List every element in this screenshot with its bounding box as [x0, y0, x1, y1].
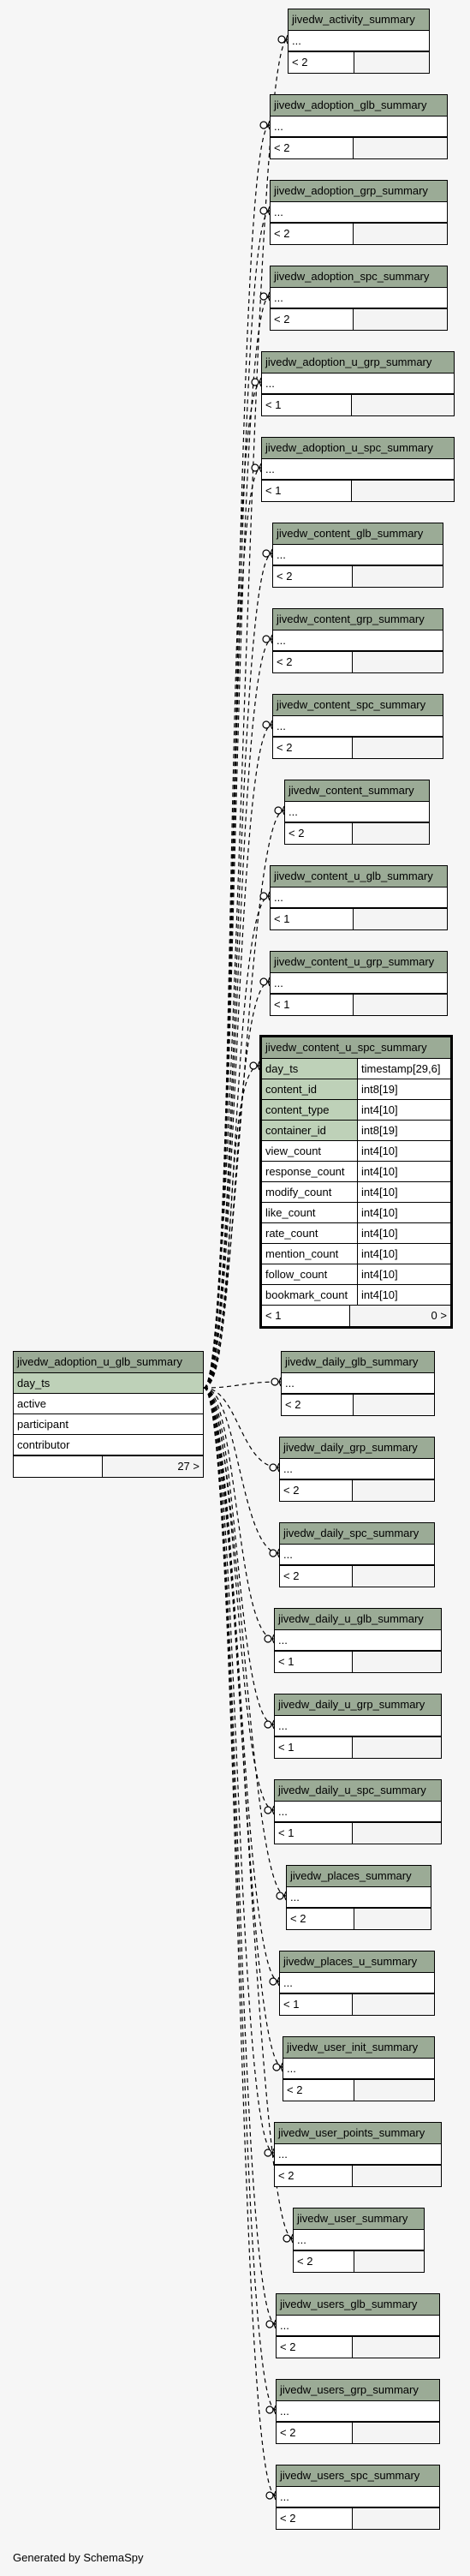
- column-name: rate_count: [262, 1223, 358, 1243]
- ellipsis-row: ...: [277, 720, 286, 732]
- column-row: [271, 117, 447, 137]
- column-name: bookmark_count: [262, 1285, 358, 1305]
- table-header[interactable]: jivedw_adoption_spc_summary: [271, 266, 447, 288]
- column-type: int4[10]: [358, 1244, 450, 1264]
- optional-marker-10: [260, 893, 267, 900]
- table-header[interactable]: jivedw_users_glb_summary: [277, 2294, 439, 2316]
- table-jivedw-content-grp-summary[interactable]: [272, 608, 443, 673]
- parents-count[interactable]: < 2: [289, 52, 354, 73]
- column-row: [262, 1182, 450, 1203]
- ellipsis-row: ...: [280, 2319, 289, 2332]
- ellipsis-row: ...: [290, 1891, 300, 1904]
- key-column-row: [262, 1079, 450, 1100]
- table-footer: [280, 1479, 434, 1501]
- parents-count[interactable]: < 2: [271, 224, 354, 244]
- optional-marker-4: [252, 379, 259, 386]
- ellipsis-row: ...: [274, 977, 283, 989]
- table-footer: [275, 1736, 441, 1758]
- key-column-row: [262, 1100, 450, 1121]
- ellipsis-row: ...: [277, 548, 286, 561]
- column-type: int4[10]: [358, 1162, 450, 1181]
- optional-marker-13: [270, 1464, 277, 1471]
- column-row: [14, 1414, 203, 1435]
- ellipsis-row: ...: [289, 805, 298, 818]
- key-column-row: [262, 1059, 450, 1079]
- column-row: [271, 973, 447, 994]
- table-header[interactable]: jivedw_user_init_summary: [283, 2037, 434, 2059]
- column-row: [262, 1141, 450, 1162]
- column-name: content_id: [262, 1079, 358, 1099]
- table-jivedw-content-summary[interactable]: [284, 780, 430, 845]
- table-footer: [273, 737, 443, 758]
- ellipsis-row: ...: [277, 634, 286, 647]
- table-footer: [271, 223, 447, 244]
- optional-marker-1: [260, 122, 267, 129]
- table-footer: [280, 1993, 434, 2015]
- table-jivedw-user-points-summary[interactable]: [274, 2122, 442, 2187]
- relationship-line-12: [204, 1382, 281, 1388]
- column-row: [262, 1203, 450, 1223]
- table-footer: [271, 908, 447, 929]
- relationship-line-16: [204, 1388, 274, 1724]
- column-type: int4[10]: [358, 1100, 450, 1120]
- table-header[interactable]: jivedw_daily_u_spc_summary: [275, 1780, 441, 1802]
- relationship-line-21: [204, 1388, 274, 2153]
- column-row: [280, 1459, 434, 1479]
- table-jivedw-users-glb-summary[interactable]: [276, 2293, 440, 2358]
- table-footer: [280, 1565, 434, 1587]
- table-footer: [287, 1908, 431, 1929]
- parents-count[interactable]: < 2: [282, 1395, 354, 1415]
- ellipsis-row: ...: [265, 463, 275, 475]
- column-row: [14, 1435, 203, 1455]
- table-header[interactable]: jivedw_adoption_u_spc_summary: [262, 438, 454, 459]
- column-name: day_ts: [17, 1377, 51, 1390]
- table-footer: [273, 565, 443, 587]
- column-row: [273, 716, 443, 737]
- key-column-row: [262, 1121, 450, 1141]
- ellipsis-row: ...: [274, 206, 283, 218]
- optional-marker-16: [265, 1721, 271, 1728]
- parents-count[interactable]: < 1: [262, 481, 352, 501]
- column-row: [262, 1244, 450, 1264]
- table-jivedw-daily-u-grp-summary[interactable]: [274, 1694, 442, 1759]
- table-jivedw-content-u-glb-summary[interactable]: [270, 865, 448, 930]
- optional-marker-22: [283, 2235, 290, 2242]
- parents-count[interactable]: < 2: [277, 2508, 353, 2529]
- table-header[interactable]: jivedw_adoption_u_glb_summary: [14, 1352, 203, 1373]
- table-footer: [271, 994, 447, 1015]
- relationship-line-17: [204, 1388, 274, 1810]
- column-row: [275, 2144, 441, 2165]
- optional-marker-14: [270, 1550, 277, 1557]
- column-row: [271, 888, 447, 908]
- parents-count[interactable]: < 1: [275, 1823, 353, 1844]
- column-row: [275, 1630, 441, 1651]
- ellipsis-row: ...: [283, 1548, 293, 1561]
- table-header[interactable]: jivedw_adoption_grp_summary: [271, 181, 447, 202]
- table-footer: [294, 2250, 424, 2272]
- optional-marker-18: [277, 1892, 283, 1899]
- table-header[interactable]: jivedw_users_spc_summary: [277, 2465, 439, 2487]
- column-type: int4[10]: [358, 1182, 450, 1202]
- key-column-row: [14, 1373, 203, 1394]
- table-footer: [277, 2422, 439, 2443]
- parents-count[interactable]: < 2: [277, 2337, 353, 2358]
- table-header[interactable]: jivedw_places_u_summary: [280, 1951, 434, 1973]
- table-jivedw-users-grp-summary[interactable]: [276, 2379, 440, 2444]
- ellipsis-row: ...: [278, 2148, 288, 2161]
- central-table[interactable]: [13, 1351, 204, 1478]
- column-row: [273, 631, 443, 651]
- table-jivedw-places-u-summary[interactable]: [279, 1951, 435, 2016]
- column-row: [271, 288, 447, 308]
- table-header[interactable]: jivedw_places_summary: [287, 1866, 431, 1887]
- ellipsis-row: ...: [297, 2233, 306, 2246]
- column-type: int8[19]: [358, 1079, 450, 1099]
- column-name: view_count: [262, 1141, 358, 1161]
- column-row: [280, 1545, 434, 1565]
- parents-count[interactable]: < 1: [275, 1652, 353, 1672]
- ellipsis-row: ...: [278, 1805, 288, 1818]
- table-jivedw-users-spc-summary[interactable]: [276, 2465, 440, 2530]
- column-type: int4[10]: [358, 1264, 450, 1284]
- ellipsis-row: ...: [280, 2490, 289, 2503]
- table-jivedw-daily-glb-summary[interactable]: [281, 1351, 435, 1416]
- table-footer: [285, 822, 429, 844]
- table-header[interactable]: jivedw_daily_grp_summary: [280, 1437, 434, 1459]
- parents-count[interactable]: < 2: [280, 1480, 353, 1501]
- column-type: int8[19]: [358, 1121, 450, 1140]
- parents-count[interactable]: < 2: [271, 309, 354, 330]
- optional-marker-21: [265, 2149, 271, 2156]
- parents-count[interactable]: < 2: [273, 652, 353, 672]
- relationship-line-detail: [204, 1066, 259, 1388]
- ellipsis-row: ...: [280, 2405, 289, 2418]
- optional-marker-8: [263, 721, 270, 728]
- column-row: [271, 202, 447, 223]
- table-header[interactable]: jivedw_content_summary: [285, 780, 429, 802]
- relationship-line-24: [204, 1388, 276, 2410]
- table-jivedw-activity-summary[interactable]: [288, 9, 430, 74]
- optional-marker-11: [260, 978, 267, 985]
- table-footer: [262, 480, 454, 501]
- optional-marker-9: [275, 807, 282, 814]
- table-footer: [14, 1455, 203, 1477]
- optional-marker-23: [266, 2321, 273, 2328]
- column-row: [277, 2316, 439, 2336]
- column-name: mention_count: [262, 1244, 358, 1264]
- ellipsis-row: ...: [285, 1377, 294, 1390]
- table-jivedw-adoption-glb-summary[interactable]: [270, 94, 448, 159]
- table-header[interactable]: jivedw_activity_summary: [289, 9, 429, 31]
- column-row: [262, 1264, 450, 1285]
- table-header[interactable]: jivedw_daily_u_glb_summary: [275, 1609, 441, 1630]
- optional-marker-12: [271, 1378, 278, 1385]
- column-row: [285, 802, 429, 822]
- column-row: [275, 1716, 441, 1736]
- column-name: active: [17, 1397, 46, 1410]
- column-row: [283, 2059, 434, 2079]
- parents-count[interactable]: < 1: [280, 1994, 353, 2015]
- optional-marker-2: [260, 207, 267, 214]
- table-footer: [273, 651, 443, 672]
- column-name: participant: [17, 1418, 68, 1431]
- table-header[interactable]: jivedw_content_u_glb_summary: [271, 866, 447, 888]
- relationship-line-20: [204, 1388, 283, 2067]
- parents-count[interactable]: < 2: [285, 823, 353, 844]
- table-footer: [282, 1394, 434, 1415]
- table-jivedw-content-u-grp-summary[interactable]: [270, 951, 448, 1016]
- parents-count[interactable]: < 2: [277, 2423, 353, 2443]
- column-name: like_count: [262, 1203, 358, 1222]
- column-row: [289, 31, 429, 51]
- table-footer: [271, 308, 447, 330]
- table-jivedw-daily-u-glb-summary[interactable]: [274, 1608, 442, 1673]
- ellipsis-row: ...: [278, 1719, 288, 1732]
- table-footer: [277, 2507, 439, 2529]
- column-row: [262, 459, 454, 480]
- column-row: [282, 1373, 434, 1394]
- column-type: int4[10]: [358, 1285, 450, 1305]
- table-jivedw-adoption-spc-summary[interactable]: [270, 266, 448, 331]
- column-name: response_count: [262, 1162, 358, 1181]
- children-count[interactable]: 0 >: [402, 1306, 450, 1326]
- column-name: container_id: [262, 1121, 358, 1140]
- table-header[interactable]: jivedw_adoption_glb_summary: [271, 95, 447, 117]
- column-row: [262, 374, 454, 394]
- column-row: [294, 2230, 424, 2250]
- column-row: [14, 1394, 203, 1414]
- column-type: int4[10]: [358, 1203, 450, 1222]
- ellipsis-row: ...: [274, 120, 283, 133]
- column-row: [280, 1973, 434, 1993]
- table-header[interactable]: jivedw_user_summary: [294, 2208, 424, 2230]
- column-type: timestamp[29,6]: [358, 1059, 450, 1079]
- generated-by-label: Generated by SchemaSpy: [13, 2551, 144, 2564]
- column-row: [287, 1887, 431, 1908]
- table-footer: [277, 2336, 439, 2358]
- parents-count[interactable]: < 2: [271, 138, 354, 158]
- table-header[interactable]: jivedw_content_glb_summary: [273, 523, 443, 545]
- parents-count[interactable]: < 1: [275, 1737, 353, 1758]
- table-header[interactable]: jivedw_daily_u_grp_summary: [275, 1694, 441, 1716]
- table-header[interactable]: jivedw_users_grp_summary: [277, 2380, 439, 2401]
- parents-count[interactable]: < 1: [271, 995, 354, 1015]
- ellipsis-row: ...: [265, 377, 275, 390]
- table-jivedw-adoption-u-grp-summary[interactable]: [261, 351, 455, 416]
- table-jivedw-daily-spc-summary[interactable]: [279, 1522, 435, 1587]
- column-name: content_type: [262, 1100, 358, 1120]
- optional-marker-6: [263, 550, 270, 557]
- relationship-line-14: [204, 1388, 279, 1553]
- column-name: contributor: [17, 1438, 70, 1451]
- detail-columns: [262, 1059, 450, 1306]
- optional-marker-3: [260, 293, 267, 300]
- optional-marker-25: [266, 2492, 273, 2499]
- column-type: int4[10]: [358, 1141, 450, 1161]
- ellipsis-row: ...: [287, 2062, 296, 2075]
- optional-marker-detail: [250, 1062, 257, 1069]
- parents-count[interactable]: < 2: [287, 1909, 354, 1929]
- column-row: [277, 2401, 439, 2422]
- optional-marker-17: [265, 1807, 271, 1814]
- table-jivedw-places-summary[interactable]: [286, 1865, 431, 1930]
- table-footer: [289, 51, 429, 73]
- table-footer: [275, 1651, 441, 1672]
- optional-marker-0: [278, 36, 285, 43]
- column-row: [262, 1162, 450, 1182]
- column-row: [262, 1285, 450, 1306]
- table-header[interactable]: jivedw_daily_spc_summary: [280, 1523, 434, 1545]
- column-name: modify_count: [262, 1182, 358, 1202]
- parents-count[interactable]: < 1: [271, 909, 354, 929]
- parents-count[interactable]: < 2: [294, 2251, 354, 2272]
- column-name: day_ts: [262, 1059, 358, 1079]
- column-row: [262, 1223, 450, 1244]
- parents-count[interactable]: < 2: [273, 566, 353, 587]
- table-footer: [262, 1306, 450, 1326]
- column-row: [277, 2487, 439, 2507]
- optional-marker-15: [265, 1635, 271, 1642]
- table-header[interactable]: jivedw_user_points_summary: [275, 2123, 441, 2144]
- table-header[interactable]: jivedw_daily_glb_summary: [282, 1352, 434, 1373]
- table-header[interactable]: jivedw_content_spc_summary: [273, 695, 443, 716]
- table-footer: [271, 137, 447, 158]
- table-jivedw-daily-u-spc-summary[interactable]: [274, 1779, 442, 1844]
- table-jivedw-user-init-summary[interactable]: [283, 2036, 435, 2101]
- column-row: [273, 545, 443, 565]
- table-header[interactable]: jivedw_content_u_grp_summary: [271, 952, 447, 973]
- table-header[interactable]: jivedw_content_grp_summary: [273, 609, 443, 631]
- table-footer: [262, 394, 454, 415]
- parents-count[interactable]: < 2: [273, 738, 353, 758]
- table-jivedw-adoption-u-spc-summary[interactable]: [261, 437, 455, 502]
- ellipsis-row: ...: [283, 1462, 293, 1475]
- parents-count[interactable]: < 2: [283, 2080, 354, 2101]
- table-jivedw-content-glb-summary[interactable]: [272, 523, 443, 588]
- table-header[interactable]: jivedw_adoption_u_grp_summary: [262, 352, 454, 374]
- table-jivedw-daily-grp-summary[interactable]: [279, 1437, 435, 1502]
- ellipsis-row: ...: [274, 891, 283, 904]
- ellipsis-row: ...: [278, 1634, 288, 1647]
- table-footer: [275, 1822, 441, 1844]
- optional-marker-7: [263, 636, 270, 643]
- column-row: [275, 1802, 441, 1822]
- parents-count[interactable]: < 2: [275, 2166, 353, 2186]
- table-header[interactable]: jivedw_content_u_spc_summary: [262, 1037, 450, 1059]
- detail-table[interactable]: [259, 1035, 453, 1329]
- table-footer: [283, 2079, 434, 2101]
- parents-count[interactable]: < 1: [262, 1306, 350, 1326]
- table-jivedw-content-spc-summary[interactable]: [272, 694, 443, 759]
- ellipsis-row: ...: [283, 1976, 293, 1989]
- table-jivedw-adoption-grp-summary[interactable]: [270, 180, 448, 245]
- optional-marker-5: [252, 464, 259, 471]
- parents-count[interactable]: < 1: [262, 395, 352, 415]
- children-count[interactable]: 27 >: [154, 1456, 203, 1477]
- parents-count[interactable]: < 2: [280, 1566, 353, 1587]
- optional-marker-20: [273, 2064, 280, 2071]
- optional-marker-19: [270, 1978, 277, 1985]
- ellipsis-row: ...: [292, 34, 301, 47]
- column-name: follow_count: [262, 1264, 358, 1284]
- column-type: int4[10]: [358, 1223, 450, 1243]
- optional-marker-24: [266, 2406, 273, 2413]
- table-footer: [275, 2165, 441, 2186]
- ellipsis-row: ...: [274, 291, 283, 304]
- table-jivedw-user-summary[interactable]: [293, 2208, 425, 2273]
